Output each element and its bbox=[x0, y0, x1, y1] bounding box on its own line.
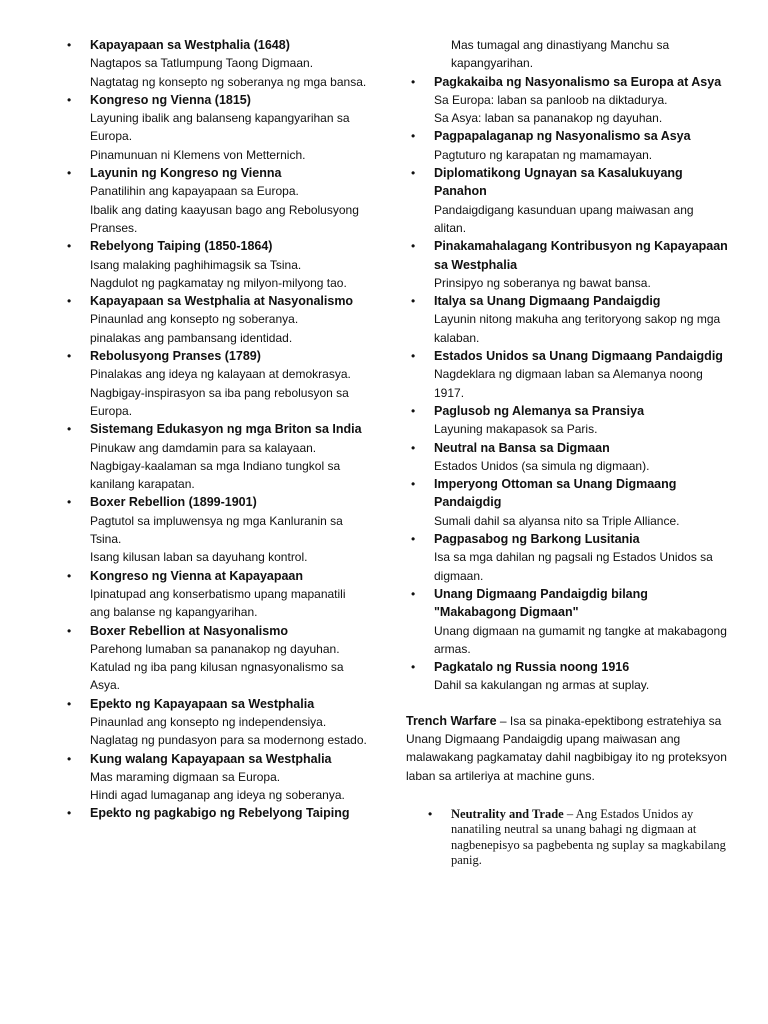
list-item bbox=[62, 622, 367, 695]
item-description: Pagtuturo ng karapatan ng mamamayan. bbox=[434, 147, 653, 162]
item-title: Rebolusyong Pranses (1789) bbox=[90, 349, 261, 364]
item-description: Pinamunuan ni Klemens von Metternich. bbox=[90, 147, 306, 162]
item-title: Pinakamahalagang Kontribusyon ng Kapayapaan sa Westphalia bbox=[434, 239, 728, 272]
list-item bbox=[62, 292, 367, 347]
right-bullet-list bbox=[406, 73, 728, 695]
bullet-icon: • bbox=[411, 532, 416, 547]
bullet-icon: • bbox=[411, 166, 416, 181]
list-item bbox=[62, 750, 367, 805]
item-title: Epekto ng Kapayapaan sa Westphalia bbox=[90, 696, 315, 711]
bullet-icon: • bbox=[411, 477, 416, 492]
bullet-icon: • bbox=[67, 294, 72, 309]
list-item bbox=[62, 804, 367, 822]
item-description: pinalakas ang pambansang identidad. bbox=[90, 330, 293, 345]
item-title: Rebelyong Taiping (1850-1864) bbox=[90, 239, 273, 254]
bullet-icon: • bbox=[67, 349, 72, 364]
left-column bbox=[62, 36, 367, 823]
bullet-icon: • bbox=[67, 751, 72, 766]
bullet-icon: • bbox=[67, 623, 72, 638]
bullet-icon: • bbox=[67, 92, 72, 107]
item-description: Sa Europa: laban sa panloob na diktadurya. bbox=[434, 92, 668, 107]
bullet-icon: • bbox=[411, 129, 416, 144]
item-description: Pandaigdigang kasunduan upang maiwasan ang alitan. bbox=[434, 202, 694, 235]
item-description: Pinaunlad ang konsepto ng soberanya. bbox=[90, 312, 299, 327]
item-title: Diplomatikong Ugnayan sa Kasalukuyang Panahon bbox=[434, 166, 683, 199]
item-description: Naglatag ng pundasyon para sa modernong estado. bbox=[90, 733, 367, 748]
item-title: Pagkatalo ng Russia noong 1916 bbox=[434, 660, 630, 675]
left-bullet-list bbox=[62, 36, 367, 823]
bullet-icon: • bbox=[411, 403, 416, 418]
item-title: Kung walang Kapayapaan sa Westphalia bbox=[90, 751, 332, 766]
item-title: Kongreso ng Vienna (1815) bbox=[90, 92, 251, 107]
item-description: Layuning ibalik ang balanseng kapangyarihan sa Europa. bbox=[90, 111, 350, 144]
bullet-icon: • bbox=[428, 806, 433, 821]
item-title: Kapayapaan sa Westphalia (1648) bbox=[90, 38, 290, 52]
item-description: Pagtutol sa impluwensya ng mga Kanluranin sa Tsina. bbox=[90, 513, 343, 547]
list-item bbox=[62, 347, 367, 420]
item-description: Nagbigay-inspirasyon sa iba pang rebolusyon sa Europa. bbox=[90, 385, 349, 418]
bullet-icon: • bbox=[67, 239, 72, 254]
item-description: Sumali dahil sa alyansa nito sa Triple Alliance. bbox=[434, 513, 680, 528]
list-item bbox=[62, 493, 367, 566]
list-item bbox=[62, 237, 367, 292]
item-description: Prinsipyo ng soberanya ng bawat bansa. bbox=[434, 275, 651, 290]
item-description: Ibalik ang dating kaayusan bago ang Rebolusyong Pranses. bbox=[90, 202, 359, 235]
list-item bbox=[62, 36, 367, 91]
bullet-icon: • bbox=[411, 440, 416, 455]
list-item bbox=[406, 530, 728, 585]
list-item bbox=[406, 164, 728, 237]
item-title: Layunin ng Kongreso ng Vienna bbox=[90, 166, 282, 181]
bullet-icon: • bbox=[67, 422, 72, 437]
neutrality-trade-term: Neutrality and Trade bbox=[451, 806, 564, 821]
item-description: Nagdeklara ng digmaan laban sa Alemanya noong 1917. bbox=[434, 367, 703, 400]
item-description: Isang kilusan laban sa dayuhang kontrol. bbox=[90, 550, 308, 565]
item-title: Neutral na Bansa sa Digmaan bbox=[434, 440, 610, 455]
list-item bbox=[406, 585, 728, 658]
item-title: Pagpapalaganap ng Nasyonalismo sa Asya bbox=[434, 129, 691, 144]
item-description: Isang malaking paghihimagsik sa Tsina. bbox=[90, 257, 302, 272]
bullet-icon: • bbox=[67, 166, 72, 181]
item-description: Unang digmaan na gumamit ng tangke at makabagong armas. bbox=[434, 623, 727, 656]
list-item bbox=[62, 420, 367, 493]
item-description: Sa Asya: laban sa pananakop ng dayuhan. bbox=[434, 111, 663, 126]
bullet-icon: • bbox=[411, 586, 416, 601]
item-title: Estados Unidos sa Unang Digmaang Pandaigdig bbox=[434, 349, 723, 364]
bullet-icon: • bbox=[411, 74, 416, 89]
item-title: Unang Digmaang Pandaigdig bilang "Makabagong Digmaan" bbox=[434, 586, 648, 620]
list-item bbox=[406, 347, 728, 402]
list-item bbox=[62, 164, 367, 237]
item-title: Epekto ng pagkabigo ng Rebelyong Taiping bbox=[90, 806, 350, 821]
item-title: Boxer Rebellion (1899-1901) bbox=[90, 495, 257, 510]
bullet-icon: • bbox=[67, 38, 72, 52]
item-description: Hindi agad lumaganap ang ideya ng soberanya. bbox=[90, 788, 345, 803]
item-title: Imperyong Ottoman sa Unang Digmaang Pandaigdig bbox=[434, 477, 677, 510]
list-item bbox=[406, 439, 728, 476]
item-description: Ipinatupad ang konserbatismo upang mapanatili ang balanse ng kapangyarihan. bbox=[90, 586, 346, 620]
item-description: Parehong lumaban sa pananakop ng dayuhan. bbox=[90, 641, 340, 656]
bullet-icon: • bbox=[67, 696, 72, 711]
continued-text: Mas tumagal ang dinastiyang Manchu sa kapangyarihan. bbox=[451, 38, 670, 71]
list-item bbox=[62, 567, 367, 622]
trench-warfare-text: – Isa sa pinaka-epektibong estratehiya sa Unang Digmaang Pandaigdig upang maiwasan ang malawakang pagkamatay dahil nagbibigay ito ng proteksyon laban sa artileriya at machine guns. bbox=[406, 713, 727, 783]
item-description: Mas maraming digmaan sa Europa. bbox=[90, 769, 281, 784]
item-description: Pinaunlad ang konsepto ng independensiya. bbox=[90, 714, 327, 729]
item-title: Kongreso ng Vienna at Kapayapaan bbox=[90, 568, 304, 583]
item-description: Panatilihin ang kapayapaan sa Europa. bbox=[90, 184, 299, 199]
list-item bbox=[62, 91, 367, 164]
item-description: Isa sa mga dahilan ng pagsali ng Estados Unidos sa digmaan. bbox=[434, 550, 713, 583]
item-description: Layunin nitong makuha ang teritoryong sakop ng mga kalaban. bbox=[434, 312, 721, 345]
item-title: Pagpasabog ng Barkong Lusitania bbox=[434, 532, 640, 547]
item-description: Nagtapos sa Tatlumpung Taong Digmaan. bbox=[90, 56, 314, 71]
bullet-icon: • bbox=[67, 495, 72, 510]
item-description: Pinalakas ang ideya ng kalayaan at demokrasya. bbox=[90, 367, 351, 382]
bullet-icon: • bbox=[411, 660, 416, 675]
item-title: Kapayapaan sa Westphalia at Nasyonalismo bbox=[90, 294, 354, 309]
item-description: Layuning makapasok sa Paris. bbox=[434, 422, 598, 437]
bullet-icon: • bbox=[411, 239, 416, 254]
list-item bbox=[62, 695, 367, 750]
bullet-icon: • bbox=[411, 349, 416, 364]
list-item bbox=[406, 73, 728, 128]
item-description: Nagdulot ng pagkamatay ng milyon-milyong tao. bbox=[90, 275, 347, 290]
bullet-icon: • bbox=[67, 806, 72, 821]
item-title: Sistemang Edukasyon ng mga Briton sa India bbox=[90, 422, 362, 437]
list-item bbox=[406, 127, 728, 164]
item-title: Paglusob ng Alemanya sa Pransiya bbox=[434, 403, 645, 418]
item-description: Katulad ng iba pang kilusan ngnasyonalismo sa Asya. bbox=[90, 660, 344, 693]
list-item bbox=[406, 475, 728, 530]
item-title: Boxer Rebellion at Nasyonalismo bbox=[90, 623, 288, 638]
item-title: Italya sa Unang Digmaang Pandaigdig bbox=[434, 294, 661, 309]
bullet-icon: • bbox=[67, 568, 72, 583]
item-description: Nagtatag ng konsepto ng soberanya ng mga bansa. bbox=[90, 74, 367, 89]
item-description: Dahil sa kakulangan ng armas at suplay. bbox=[434, 678, 650, 693]
item-description: Estados Unidos (sa simula ng digmaan). bbox=[434, 458, 650, 473]
item-description: Pinukaw ang damdamin para sa kalayaan. bbox=[90, 440, 317, 455]
list-item bbox=[406, 658, 728, 695]
neutrality-trade-text: – Ang Estados Unidos ay nanatiling neutral sa unang bahagi ng digmaan at nagbenepisyo sa pagbebenta ng suplay sa magkabilang panig. bbox=[451, 806, 726, 868]
bullet-icon: • bbox=[411, 294, 416, 309]
list-item bbox=[406, 402, 728, 439]
neutrality-trade-item bbox=[406, 807, 728, 869]
list-item bbox=[406, 237, 728, 292]
trench-warfare-paragraph bbox=[406, 712, 728, 785]
trench-warfare-term: Trench Warfare bbox=[406, 713, 497, 728]
list-item bbox=[406, 292, 728, 347]
item-title: Pagkakaiba ng Nasyonalismo sa Europa at Asya bbox=[434, 74, 722, 89]
right-column bbox=[406, 36, 728, 869]
item-description: Nagbigay-kaalaman sa mga Indiano tungkol sa kanilang karapatan. bbox=[90, 458, 341, 492]
